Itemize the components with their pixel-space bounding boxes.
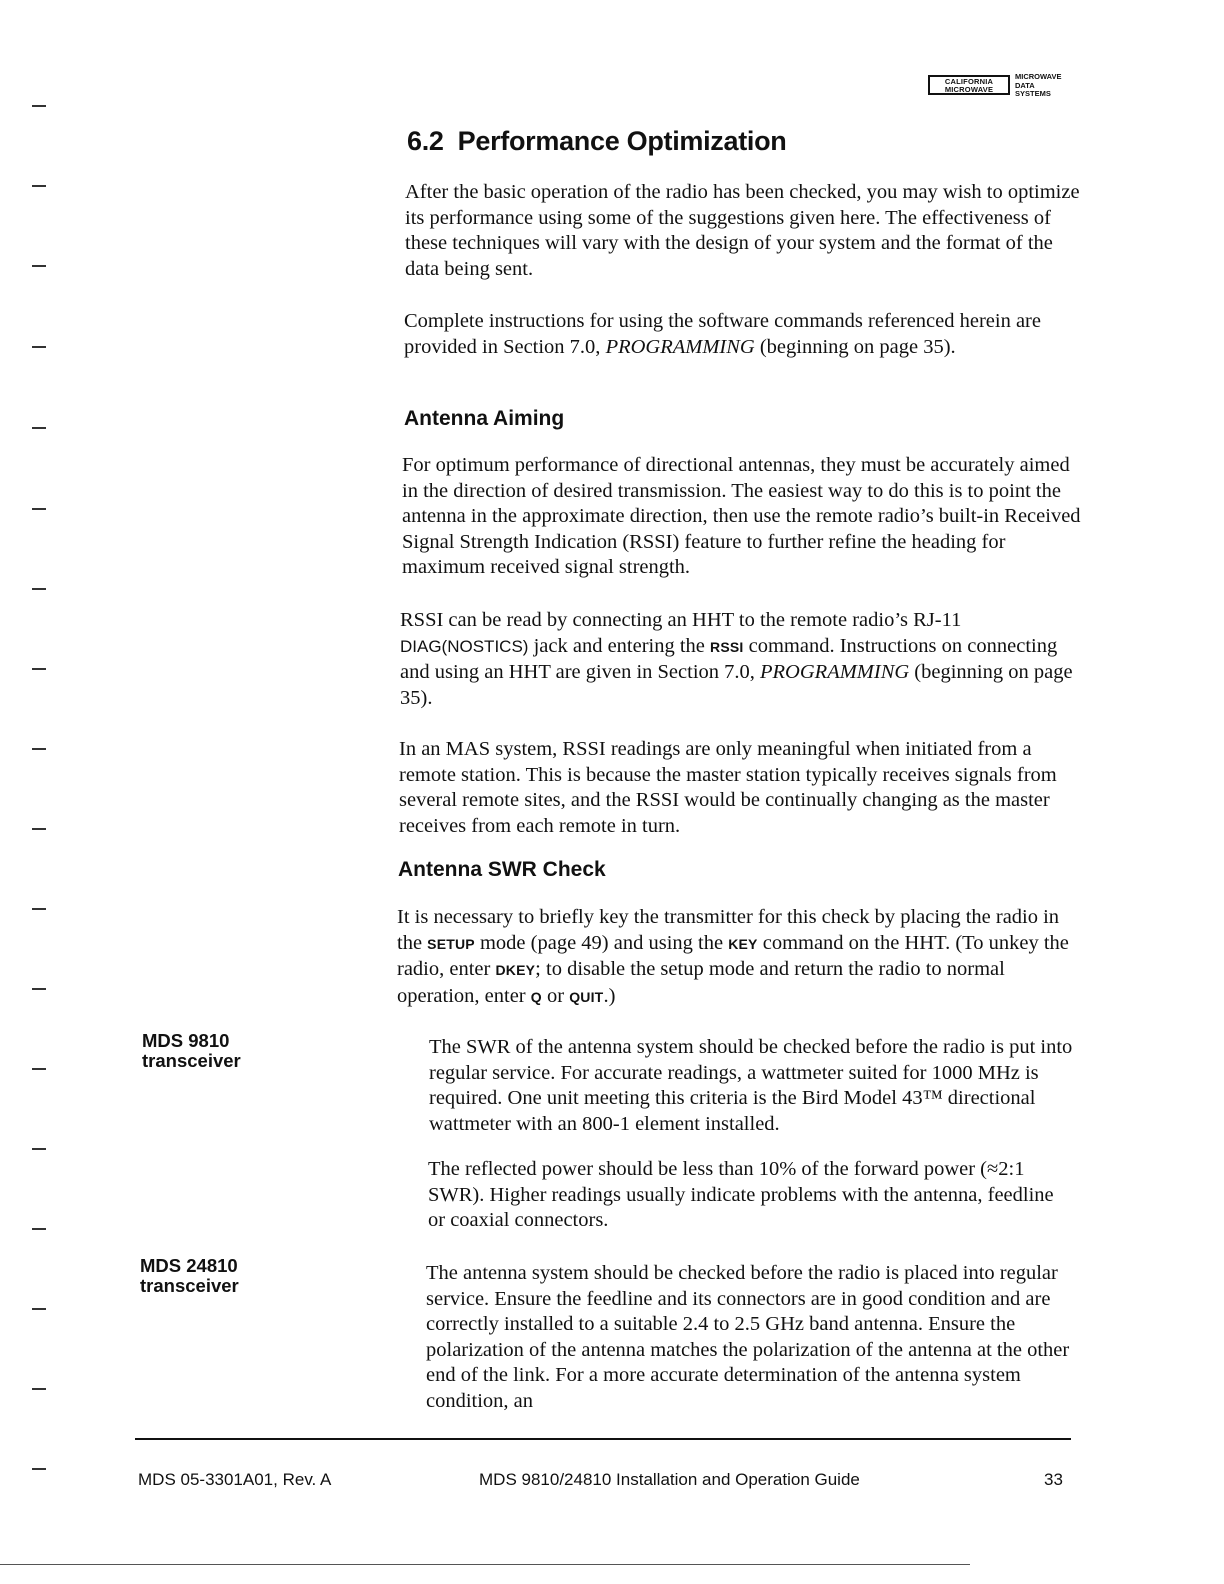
binding-mark: [32, 828, 46, 830]
swr-paragraph-24810: The antenna system should be checked before the radio is placed into regular service. Ensure the feedline and its connectors are in good condition and are correctly installed to a suitable 2.4 to 2.5 GHz band antenna. Ensure the polarization of the antenna matches the polarization of the antenna at the other end of the link. For a more accurate determination of the antenna system condition, an: [426, 1262, 1070, 1412]
command-quit: QUIT: [569, 988, 604, 1005]
swr-paragraph-reflected-power: The reflected power should be less than 10% of the forward power (≈2:1 SWR). Higher readings usually indicate problems with the antenna, feedline or coaxial connectors.: [428, 1158, 1054, 1231]
intro-reference-paragraph: [404, 309, 1084, 360]
binding-mark: [32, 1388, 46, 1390]
side-note-type: transceiver: [142, 1050, 241, 1071]
side-note-model: MDS 24810: [140, 1255, 238, 1276]
side-note-mds-9810: [142, 1031, 342, 1071]
company-logo: [928, 73, 1093, 105]
subheading-swr-check: Antenna SWR Check: [398, 858, 606, 881]
logo-text: MICROWAVE: [944, 85, 994, 94]
text-run: jack and entering the: [528, 634, 711, 657]
command-q: Q: [530, 988, 542, 1005]
text-run: or: [541, 984, 570, 1007]
command-dkey: DKEY: [495, 962, 536, 978]
logo-text: CALIFORNIA: [944, 77, 994, 86]
aiming-paragraph-3: In an MAS system, RSSI readings are only meaningful when initiated from a remote station. This is because the master station typically receives signals from several remote sites, and the RSSI would be continually changing as the master receives from each remote in turn.: [399, 738, 1057, 837]
text-run: command on the HHT. (To unkey the radio, enter: [397, 931, 1069, 980]
section-title: [407, 126, 787, 157]
binding-mark: [32, 668, 46, 670]
binding-mark: [32, 1308, 46, 1310]
logo-box: [928, 75, 1010, 95]
binding-mark: [32, 508, 46, 510]
footer-guide-title: MDS 9810/24810 Installation and Operation Guide: [479, 1470, 860, 1489]
cross-reference: PROGRAMMING: [605, 335, 755, 358]
binding-mark: [32, 265, 46, 267]
text-run: command. Instructions on connecting and using an HHT are given in Section 7.0,: [400, 634, 1058, 683]
side-note-mds-24810: [140, 1256, 340, 1296]
aiming-paragraph-2: [400, 608, 1086, 711]
binding-mark: [32, 908, 46, 910]
logo-text: SYSTEMS: [1015, 89, 1051, 98]
intro-paragraph: After the basic operation of the radio has been checked, you may wish to optimize its performance using some of the suggestions given here. The effectiveness of these techniques will vary with the design of your system and the format of the data being sent.: [405, 181, 1080, 280]
text-run: It is necessary to briefly key the transmitter for this check by placing the radio in the: [397, 906, 1060, 954]
binding-mark: [32, 346, 46, 348]
text-run: (beginning on page 35).: [754, 335, 956, 358]
side-note-type: transceiver: [140, 1275, 239, 1296]
cross-reference: PROGRAMMING: [760, 661, 910, 683]
binding-mark: [32, 105, 46, 107]
text-run: mode (page 49) and using the: [474, 931, 729, 954]
text-run: Complete instructions for using the software commands referenced herein are provided in Section 7.0,: [404, 310, 1041, 358]
jack-label: DIAG(NOSTICS): [400, 636, 529, 656]
scan-edge-line: [0, 1564, 970, 1565]
command-setup: SETUP: [427, 935, 475, 952]
swr-paragraph-9810: The SWR of the antenna system should be checked before the radio is put into regular service. For accurate readings, a wattmeter suited for 1000 MHz is required. One unit meeting this criteria is the Bird Model 43™ directional wattmeter with an 800-1 element installed.: [429, 1036, 1073, 1135]
binding-mark: [32, 748, 46, 750]
page-number: 33: [1044, 1470, 1063, 1489]
command-rssi: RSSI: [710, 638, 744, 655]
binding-mark: [32, 1148, 46, 1150]
aiming-paragraph-1: For optimum performance of directional antennas, they must be accurately aimed in the direction of desired transmission. The easiest way to do this is to point the antenna in the approximate direction, then use the remote radio’s built-in Received Signal Strength Indication (RSSI) feature to further refine the heading for maximum received signal strength.: [402, 454, 1081, 578]
binding-mark: [32, 588, 46, 590]
binding-mark: [32, 427, 46, 429]
logo-text: DATA: [1015, 80, 1035, 90]
swr-paragraph-1: [397, 905, 1079, 1010]
binding-mark: [32, 1068, 46, 1070]
text-run: RSSI can be read by connecting an HHT to the remote radio’s RJ-11: [400, 609, 962, 631]
footer-rule: [135, 1438, 1071, 1440]
side-note-model: MDS 9810: [142, 1030, 230, 1051]
text-run: ; to disable the setup mode and return the radio to normal operation, enter: [397, 958, 1005, 1007]
binding-mark: [32, 1228, 46, 1230]
section-number: 6.2: [407, 126, 444, 156]
binding-mark: [32, 988, 46, 990]
binding-mark: [32, 1468, 46, 1470]
binding-mark: [32, 185, 46, 187]
text-run: .): [603, 984, 616, 1007]
text-run: (beginning on page 35).: [400, 661, 1073, 709]
subheading-antenna-aiming: Antenna Aiming: [404, 407, 565, 430]
logo-text: MICROWAVE: [1015, 72, 1062, 81]
section-title-text: Performance Optimization: [457, 126, 787, 156]
logo-wordmark: [1015, 73, 1095, 99]
footer-doc-number: MDS 05-3301A01, Rev. A: [138, 1470, 332, 1489]
command-key: KEY: [728, 935, 758, 952]
